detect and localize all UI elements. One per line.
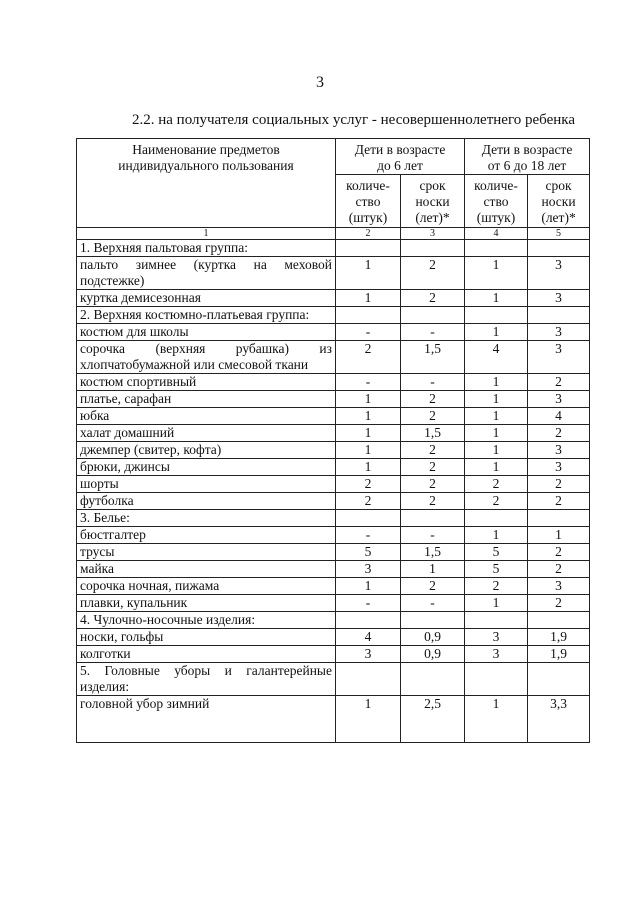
table-section-row bbox=[77, 663, 590, 696]
column-header-line: до 6 лет bbox=[377, 158, 423, 173]
item-name: платье, сарафан bbox=[77, 391, 336, 408]
item-name: костюм спортивный bbox=[77, 374, 336, 391]
value-cell: 2 bbox=[336, 493, 401, 510]
column-group-under-6 bbox=[336, 139, 465, 175]
value-cell: 1,5 bbox=[401, 425, 465, 442]
value-cell: 1 bbox=[465, 425, 528, 442]
value-cell: 0,9 bbox=[401, 629, 465, 646]
value-cell: 1,9 bbox=[528, 646, 590, 663]
value-cell: 1 bbox=[336, 257, 401, 290]
table-row bbox=[77, 257, 590, 290]
empty-cell bbox=[336, 307, 401, 324]
value-cell: 1 bbox=[336, 425, 401, 442]
table-section-row bbox=[77, 307, 590, 324]
table-section-row bbox=[77, 612, 590, 629]
table-row bbox=[77, 459, 590, 476]
table-row bbox=[77, 493, 590, 510]
column-group-6-to-18 bbox=[465, 139, 590, 175]
value-cell: 2 bbox=[401, 459, 465, 476]
value-cell: 1 bbox=[336, 391, 401, 408]
table-row bbox=[77, 629, 590, 646]
table-row bbox=[77, 290, 590, 307]
empty-cell bbox=[465, 663, 528, 696]
table-row bbox=[77, 442, 590, 459]
value-cell: 2 bbox=[401, 578, 465, 595]
column-header-wear-term: срок носки (лет)* bbox=[401, 175, 465, 228]
value-cell: - bbox=[336, 374, 401, 391]
value-cell: 2 bbox=[465, 476, 528, 493]
item-name: майка bbox=[77, 561, 336, 578]
value-cell: 4 bbox=[336, 629, 401, 646]
empty-cell bbox=[465, 510, 528, 527]
value-cell: 2 bbox=[528, 544, 590, 561]
value-cell: 2 bbox=[401, 476, 465, 493]
table-row bbox=[77, 408, 590, 425]
table-section-row bbox=[77, 510, 590, 527]
table-row bbox=[77, 696, 590, 743]
item-name: плавки, купальник bbox=[77, 595, 336, 612]
section-title: 2. Верхняя костюмно-платьевая группа: bbox=[77, 307, 336, 324]
column-header-line: индивидуального пользования bbox=[118, 158, 294, 173]
table-row bbox=[77, 476, 590, 493]
value-cell: - bbox=[401, 527, 465, 544]
table-row bbox=[77, 341, 590, 374]
table-body bbox=[77, 240, 590, 743]
value-cell: 4 bbox=[528, 408, 590, 425]
empty-cell bbox=[465, 240, 528, 257]
value-cell: 3 bbox=[465, 629, 528, 646]
column-header-line: от 6 до 18 лет bbox=[487, 158, 567, 173]
value-cell: 1 bbox=[465, 442, 528, 459]
item-name: шорты bbox=[77, 476, 336, 493]
table-row bbox=[77, 374, 590, 391]
item-name: бюстгалтер bbox=[77, 527, 336, 544]
table-row bbox=[77, 595, 590, 612]
value-cell: - bbox=[401, 374, 465, 391]
table-section-row bbox=[77, 240, 590, 257]
value-cell: 5 bbox=[465, 544, 528, 561]
value-cell: 2 bbox=[336, 476, 401, 493]
empty-cell bbox=[528, 307, 590, 324]
value-cell: 1 bbox=[465, 459, 528, 476]
empty-cell bbox=[528, 240, 590, 257]
value-cell: 1 bbox=[465, 391, 528, 408]
section-title: 3. Белье: bbox=[77, 510, 336, 527]
value-cell: 2,5 bbox=[401, 696, 465, 743]
value-cell: 2 bbox=[528, 374, 590, 391]
empty-cell bbox=[336, 612, 401, 629]
value-cell: 3 bbox=[528, 290, 590, 307]
value-cell: 3 bbox=[528, 257, 590, 290]
clothing-norms-table bbox=[76, 138, 590, 743]
value-cell: 3 bbox=[528, 442, 590, 459]
value-cell: 1,5 bbox=[401, 341, 465, 374]
value-cell: 1 bbox=[336, 696, 401, 743]
section-title: 5. Головные уборы и галантерейные изделия: bbox=[77, 663, 336, 696]
item-name: сорочка (верхняя рубашка) из хлопчатобумажной или смесовой ткани bbox=[77, 341, 336, 374]
value-cell: 1 bbox=[401, 561, 465, 578]
value-cell: 2 bbox=[401, 290, 465, 307]
item-name: брюки, джинсы bbox=[77, 459, 336, 476]
value-cell: 2 bbox=[528, 561, 590, 578]
empty-cell bbox=[528, 663, 590, 696]
value-cell: 2 bbox=[465, 578, 528, 595]
value-cell: 1 bbox=[465, 595, 528, 612]
page-number: 3 bbox=[316, 74, 324, 91]
column-number: 5 bbox=[528, 228, 590, 240]
value-cell: 2 bbox=[401, 493, 465, 510]
empty-cell bbox=[401, 663, 465, 696]
value-cell: 2 bbox=[401, 257, 465, 290]
section-title: 1. Верхняя пальтовая группа: bbox=[77, 240, 336, 257]
item-name: футболка bbox=[77, 493, 336, 510]
value-cell: 1 bbox=[465, 374, 528, 391]
table-row bbox=[77, 391, 590, 408]
column-header-quantity: количе- ство (штук) bbox=[465, 175, 528, 228]
column-header-line: Наименование предметов bbox=[132, 142, 280, 157]
empty-cell bbox=[401, 612, 465, 629]
empty-cell bbox=[336, 663, 401, 696]
value-cell: 1 bbox=[465, 408, 528, 425]
value-cell: 2 bbox=[528, 476, 590, 493]
column-number: 1 bbox=[77, 228, 336, 240]
value-cell: 3 bbox=[336, 646, 401, 663]
empty-cell bbox=[401, 510, 465, 527]
value-cell: 3 bbox=[528, 341, 590, 374]
value-cell: 2 bbox=[336, 341, 401, 374]
value-cell: 1 bbox=[336, 442, 401, 459]
column-number: 2 bbox=[336, 228, 401, 240]
value-cell: 1 bbox=[465, 257, 528, 290]
value-cell: 1 bbox=[336, 290, 401, 307]
table-row bbox=[77, 527, 590, 544]
value-cell: 0,9 bbox=[401, 646, 465, 663]
item-name: сорочка ночная, пижама bbox=[77, 578, 336, 595]
table-row bbox=[77, 544, 590, 561]
item-name: головной убор зимний bbox=[77, 696, 336, 743]
empty-cell bbox=[465, 307, 528, 324]
column-header-line: Дети в возрасте bbox=[354, 142, 446, 157]
empty-cell bbox=[336, 240, 401, 257]
table-row bbox=[77, 561, 590, 578]
item-name: носки, гольфы bbox=[77, 629, 336, 646]
item-name: куртка демисезонная bbox=[77, 290, 336, 307]
value-cell: 1 bbox=[465, 290, 528, 307]
value-cell: 3,3 bbox=[528, 696, 590, 743]
value-cell: 1 bbox=[336, 459, 401, 476]
value-cell: - bbox=[336, 324, 401, 341]
item-name: юбка bbox=[77, 408, 336, 425]
value-cell: 2 bbox=[401, 391, 465, 408]
item-name: пальто зимнее (куртка на меховой подстежке) bbox=[77, 257, 336, 290]
section-heading: 2.2. на получателя социальных услуг - несовершеннолетнего ребенка bbox=[132, 112, 575, 128]
value-cell: 1 bbox=[336, 578, 401, 595]
value-cell: - bbox=[401, 595, 465, 612]
item-name: трусы bbox=[77, 544, 336, 561]
value-cell: 2 bbox=[401, 408, 465, 425]
value-cell: 1 bbox=[465, 324, 528, 341]
value-cell: 3 bbox=[528, 324, 590, 341]
column-number: 4 bbox=[465, 228, 528, 240]
table-row bbox=[77, 646, 590, 663]
value-cell: 3 bbox=[528, 578, 590, 595]
value-cell: 2 bbox=[528, 425, 590, 442]
value-cell: 1 bbox=[336, 408, 401, 425]
value-cell: 1 bbox=[465, 696, 528, 743]
item-name: колготки bbox=[77, 646, 336, 663]
value-cell: 3 bbox=[336, 561, 401, 578]
empty-cell bbox=[401, 307, 465, 324]
value-cell: 4 bbox=[465, 341, 528, 374]
section-title: 4. Чулочно-носочные изделия: bbox=[77, 612, 336, 629]
value-cell: - bbox=[336, 595, 401, 612]
value-cell: 1 bbox=[465, 527, 528, 544]
value-cell: - bbox=[401, 324, 465, 341]
value-cell: 3 bbox=[528, 391, 590, 408]
value-cell: 3 bbox=[528, 459, 590, 476]
empty-cell bbox=[465, 612, 528, 629]
empty-cell bbox=[336, 510, 401, 527]
value-cell: 2 bbox=[528, 493, 590, 510]
empty-cell bbox=[528, 612, 590, 629]
value-cell: 2 bbox=[465, 493, 528, 510]
value-cell: 2 bbox=[528, 595, 590, 612]
column-number: 3 bbox=[401, 228, 465, 240]
column-header-item-name bbox=[77, 139, 336, 228]
table-row bbox=[77, 578, 590, 595]
column-header-wear-term: срок носки (лет)* bbox=[528, 175, 590, 228]
empty-cell bbox=[401, 240, 465, 257]
empty-cell bbox=[528, 510, 590, 527]
table-row bbox=[77, 425, 590, 442]
value-cell: - bbox=[336, 527, 401, 544]
item-name: джемпер (свитер, кофта) bbox=[77, 442, 336, 459]
column-header-quantity: количе- ство (штук) bbox=[336, 175, 401, 228]
table-row bbox=[77, 324, 590, 341]
value-cell: 5 bbox=[336, 544, 401, 561]
value-cell: 2 bbox=[401, 442, 465, 459]
value-cell: 1 bbox=[528, 527, 590, 544]
value-cell: 1,9 bbox=[528, 629, 590, 646]
item-name: халат домашний bbox=[77, 425, 336, 442]
value-cell: 5 bbox=[465, 561, 528, 578]
column-header-line: Дети в возрасте bbox=[481, 142, 573, 157]
value-cell: 1,5 bbox=[401, 544, 465, 561]
value-cell: 3 bbox=[465, 646, 528, 663]
item-name: костюм для школы bbox=[77, 324, 336, 341]
